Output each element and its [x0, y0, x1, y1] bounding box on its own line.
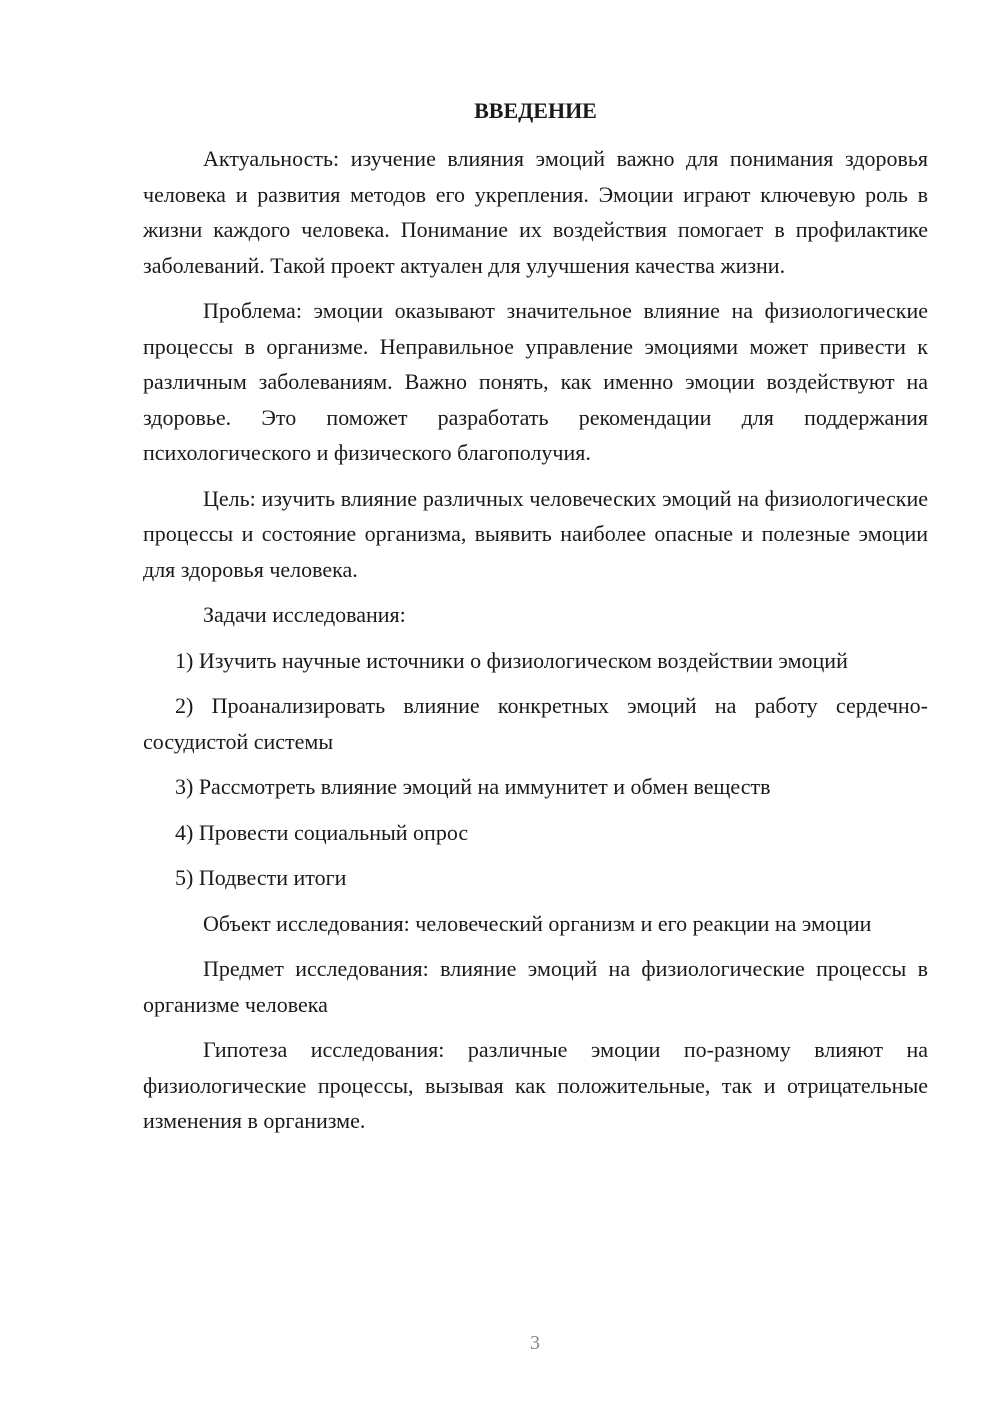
document-page	[143, 96, 928, 1149]
list-item: 1) Изучить научные источники о физиологическом воздействии эмоций	[175, 647, 848, 673]
tasks-heading: Задачи исследования:	[203, 602, 406, 627]
paragraph-relevance: Актуальность: изучение влияния эмоций важно для понимания здоровья человека и развития методов его укрепления. Эмоции играют ключевую роль в жизни каждого человека. Понимание их воздействия помогает в профилактике заболеваний. Такой проект актуален для улучшения качества жизни.	[143, 146, 928, 278]
paragraph-object: Объект исследования: человеческий организм и его реакции на эмоции	[203, 910, 872, 936]
list-item: 3) Рассмотреть влияние эмоций на иммунитет и обмен веществ	[175, 774, 771, 799]
list-item: 5) Подвести итоги	[175, 865, 347, 890]
page-title: ВВЕДЕНИЕ	[474, 98, 597, 123]
paragraph-subject: Предмет исследования: влияние эмоций на физиологические процессы в организме человека	[143, 956, 928, 1017]
list-item: 2) Проанализировать влияние конкретных эмоций на работу сердечно-сосудистой системы	[143, 693, 928, 754]
list-item: 4) Провести социальный опрос	[175, 819, 469, 845]
paragraph-problem: Проблема: эмоции оказывают значительное влияние на физиологические процессы в организме. Неправильное управление эмоциями может привести к различным заболеваниям. Важно понять, как именно эмоции воздействуют на здоровье. Это поможет разработать рекомендации для поддержания психологического и физического благополучия.	[143, 298, 928, 465]
paragraph-goal: Цель: изучить влияние различных человеческих эмоций на физиологические процессы и состояние организма, выявить наиболее опасные и полезные эмоции для здоровья человека.	[143, 485, 928, 582]
paragraph-hypothesis: Гипотеза исследования: различные эмоции по-разному влияют на физиологические процессы, вызывая как положительные, так и отрицательные изменения в организме.	[143, 1037, 928, 1133]
page-number: 3	[530, 1332, 540, 1354]
